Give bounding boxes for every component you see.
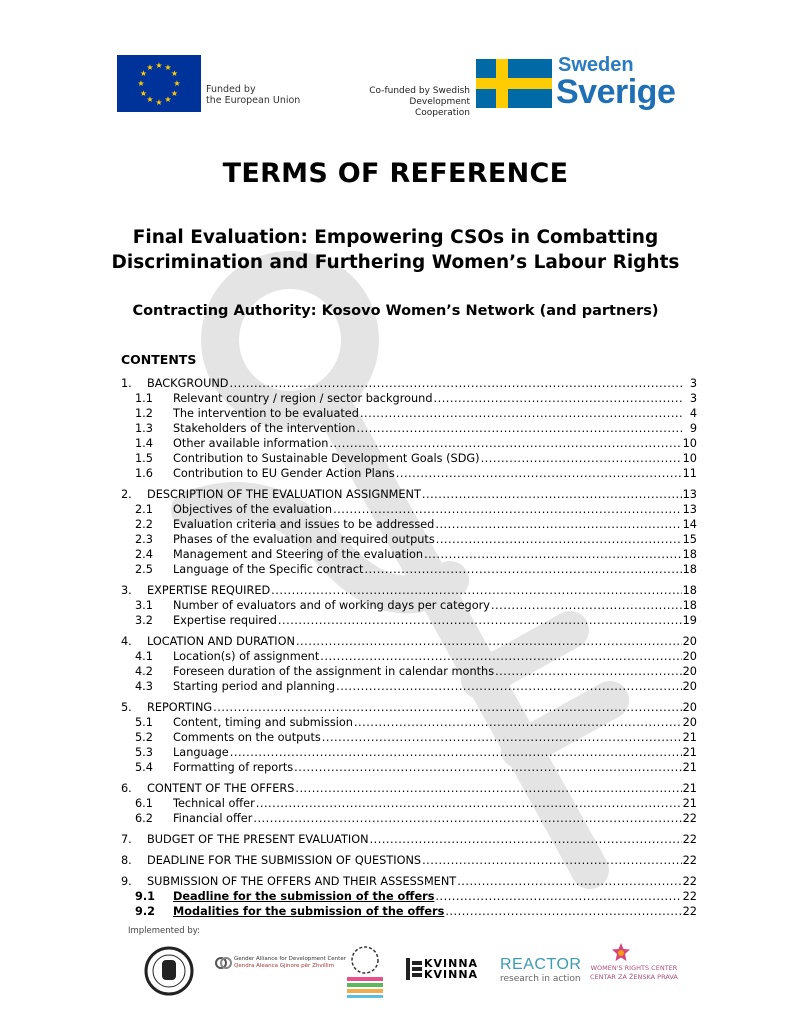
- toc-number: 1.4: [135, 437, 153, 450]
- toc-title: LOCATION AND DURATION: [147, 635, 295, 648]
- svg-text:★: ★: [146, 95, 154, 104]
- toc-number: 1.1: [135, 392, 153, 405]
- toc-page-number: 22: [682, 812, 697, 825]
- subtitle-line1: Final Evaluation: Empowering CSOs in Combatting: [132, 227, 659, 248]
- toc-leader-dots: [445, 904, 681, 919]
- eu-funding-line1: Funded by: [206, 84, 256, 95]
- toc-page-number: 22: [682, 905, 697, 918]
- toc-leader-dots: [271, 583, 681, 598]
- toc-title: REPORTING: [147, 701, 213, 714]
- toc-title: Financial offer: [173, 812, 253, 825]
- toc-page-number: 21: [682, 797, 697, 810]
- toc-entry[interactable]: [121, 451, 697, 466]
- toc-number: 8.: [121, 854, 132, 867]
- toc-page-number: 18: [682, 548, 697, 561]
- toc-entry[interactable]: [121, 487, 697, 502]
- toc-number: 9.2: [135, 905, 156, 918]
- toc-title: Phases of the evaluation and required outputs: [173, 533, 435, 546]
- svg-text:★: ★: [139, 89, 148, 98]
- toc-page-number: 9: [689, 422, 697, 435]
- svg-text:★: ★: [170, 89, 179, 98]
- toc-title: SUBMISSION OF THE OFFERS AND THEIR ASSESSMENT: [147, 875, 457, 888]
- toc-entry[interactable]: [121, 700, 697, 715]
- toc-leader-dots: [230, 745, 682, 760]
- eu-funding-line2: the European Union: [206, 95, 301, 106]
- toc-number: 2.: [121, 488, 132, 501]
- toc-page-number: 21: [682, 731, 697, 744]
- toc-number: 7.: [121, 833, 132, 846]
- svg-text:★: ★: [173, 79, 181, 88]
- toc-leader-dots: [336, 679, 682, 694]
- toc-number: 5.4: [135, 761, 153, 774]
- toc-number: 5.: [121, 701, 132, 714]
- womens-rights-star-icon: [610, 942, 632, 962]
- toc-entry[interactable]: [121, 583, 697, 598]
- toc-page-number: 20: [682, 635, 697, 648]
- toc-page-number: 10: [682, 437, 697, 450]
- toc-entry[interactable]: [121, 796, 697, 811]
- subtitle-line2: Discrimination and Furthering Women’s Labour Rights: [111, 252, 680, 273]
- toc-number: 5.1: [135, 716, 153, 729]
- toc-entry[interactable]: [121, 406, 697, 421]
- toc-title: Formatting of reports: [173, 761, 294, 774]
- toc-title: DESCRIPTION OF THE EVALUATION ASSIGNMENT: [147, 488, 421, 501]
- toc-entry[interactable]: [121, 904, 697, 919]
- toc-entry[interactable]: [121, 811, 697, 826]
- toc-entry[interactable]: [121, 679, 697, 694]
- document-title: TERMS OF REFERENCE: [222, 158, 569, 189]
- toc-leader-dots: [491, 598, 682, 613]
- toc-page-number: 20: [682, 650, 697, 663]
- toc-page-number: 20: [682, 665, 697, 678]
- toc-page-number: 21: [682, 746, 697, 759]
- toc-page-number: 21: [682, 782, 697, 795]
- toc-title: Technical offer: [173, 797, 255, 810]
- toc-leader-dots: [396, 466, 682, 481]
- toc-title: Management and Steering of the evaluation: [173, 548, 424, 561]
- toc-leader-dots: [333, 502, 682, 517]
- toc-number: 4.1: [135, 650, 153, 663]
- toc-leader-dots: [329, 436, 681, 451]
- partner-logos: [140, 942, 700, 1002]
- contracting-authority: Contracting Authority: Kosovo Women’s Network (and partners): [132, 303, 659, 319]
- kvinna-till-kvinna-logo: [406, 958, 478, 980]
- toc-number: 1.3: [135, 422, 153, 435]
- sweden-flag-icon: [476, 59, 552, 108]
- toc-leader-dots: [253, 811, 681, 826]
- toc-leader-dots: [354, 715, 682, 730]
- toc-entry[interactable]: [121, 745, 697, 760]
- svg-text:★: ★: [164, 95, 172, 104]
- toc-leader-dots: [435, 889, 681, 904]
- toc-title: The intervention to be evaluated: [173, 407, 359, 420]
- toc-entry[interactable]: [121, 376, 697, 391]
- toc-page-number: 21: [682, 761, 697, 774]
- sweden-funding-text: [358, 86, 470, 119]
- toc-entry[interactable]: [121, 760, 697, 775]
- toc-leader-dots: [435, 517, 681, 532]
- toc-entry[interactable]: [121, 466, 697, 481]
- svg-text:★: ★: [146, 63, 154, 72]
- toc-number: 3.: [121, 584, 132, 597]
- toc-entry[interactable]: [121, 715, 697, 730]
- toc-page-number: 13: [682, 503, 697, 516]
- toc-number: 6.1: [135, 797, 153, 810]
- womens-rights-name-local: CENTAR ZA ŽENSKA PRAVA: [590, 973, 678, 981]
- toc-number: 5.2: [135, 731, 153, 744]
- toc-entry[interactable]: [121, 532, 697, 547]
- toc-title: Language of the Specific contract: [173, 563, 364, 576]
- toc-title: BUDGET OF THE PRESENT EVALUATION: [147, 833, 369, 846]
- toc-leader-dots: [320, 649, 681, 664]
- toc-entry[interactable]: [121, 889, 697, 904]
- toc-title: EXPERTISE REQUIRED: [147, 584, 271, 597]
- reactor-tagline: research in action: [500, 974, 581, 984]
- toc-entry[interactable]: [121, 502, 697, 517]
- toc-leader-dots: [296, 634, 682, 649]
- toc-leader-dots: [230, 376, 683, 391]
- toc-title: DEADLINE FOR THE SUBMISSION OF QUESTIONS: [147, 854, 422, 867]
- toc-leader-dots: [422, 487, 682, 502]
- toc-number: 6.2: [135, 812, 153, 825]
- toc-title: Contribution to EU Gender Action Plans: [173, 467, 395, 480]
- toc-page-number: 18: [682, 584, 697, 597]
- toc-number: 2.2: [135, 518, 153, 531]
- toc-number: 2.1: [135, 503, 153, 516]
- gender-alliance-logo: [234, 956, 346, 970]
- kvinna-text-line1: KVINNA: [424, 957, 479, 970]
- toc-number: 4.: [121, 635, 132, 648]
- toc-page-number: 22: [682, 890, 697, 903]
- fist-circle-logo-icon: [144, 946, 194, 996]
- reactor-name: REACTOR: [500, 956, 582, 973]
- svg-text:★: ★: [170, 69, 179, 78]
- toc-number: 1.2: [135, 407, 153, 420]
- toc-leader-dots: [370, 832, 682, 847]
- toc-entry[interactable]: [121, 874, 697, 889]
- toc-entry[interactable]: [121, 436, 697, 451]
- sweden-logo-text: Sweden: [558, 54, 634, 76]
- toc-leader-dots: [434, 391, 682, 406]
- toc-number: 3.1: [135, 599, 153, 612]
- colorful-partner-logo-icon: [345, 944, 385, 1000]
- toc-title: Number of evaluators and of working days per category: [173, 599, 490, 612]
- toc-entry[interactable]: [121, 517, 697, 532]
- reactor-logo: [500, 956, 581, 984]
- toc-page-number: 20: [682, 680, 697, 693]
- toc-number: 4.3: [135, 680, 153, 693]
- toc-title: Content, timing and submission: [173, 716, 353, 729]
- gender-alliance-name-local: Qendra Aleanca Gjinore për Zhvillim: [234, 963, 335, 969]
- toc-number: 1.: [121, 377, 132, 390]
- toc-number: 2.5: [135, 563, 153, 576]
- toc-entry[interactable]: [121, 649, 697, 664]
- toc-page-number: 10: [682, 452, 697, 465]
- toc-title: Foreseen duration of the assignment in calendar months: [173, 665, 495, 678]
- toc-title: CONTENT OF THE OFFERS: [147, 782, 295, 795]
- toc-title: Stakeholders of the intervention: [173, 422, 356, 435]
- toc-title: Expertise required: [173, 614, 277, 627]
- toc-page-number: 3: [689, 392, 697, 405]
- toc-leader-dots: [295, 781, 681, 796]
- toc-number: 9.1: [135, 890, 156, 903]
- toc-leader-dots: [481, 451, 682, 466]
- toc-leader-dots: [356, 421, 682, 436]
- toc-title: Starting period and planning: [173, 680, 336, 693]
- toc-leader-dots: [256, 796, 682, 811]
- toc-leader-dots: [457, 874, 681, 889]
- svg-text:★: ★: [164, 63, 172, 72]
- toc-leader-dots: [495, 664, 682, 679]
- toc-page-number: 3: [689, 377, 697, 390]
- table-of-contents: [121, 376, 697, 919]
- toc-title: Modalities for the submission of the offers: [173, 905, 445, 918]
- toc-number: 5.3: [135, 746, 153, 759]
- toc-entry[interactable]: [121, 613, 697, 628]
- toc-number: 6.: [121, 782, 132, 795]
- kvinna-mark-icon: [406, 958, 422, 980]
- toc-leader-dots: [278, 613, 682, 628]
- toc-number: 1.6: [135, 467, 153, 480]
- toc-title: Deadline for the submission of the offers: [173, 890, 435, 903]
- toc-page-number: 14: [682, 518, 697, 531]
- toc-entry[interactable]: [121, 547, 697, 562]
- toc-title: Objectives of the evaluation: [173, 503, 333, 516]
- toc-entry[interactable]: [121, 562, 697, 577]
- toc-entry[interactable]: [121, 781, 697, 796]
- toc-number: 2.3: [135, 533, 153, 546]
- toc-number: 3.2: [135, 614, 153, 627]
- toc-entry[interactable]: [121, 391, 697, 406]
- sweden-funding-line1: Co-funded by Swedish: [369, 86, 470, 96]
- toc-leader-dots: [213, 700, 681, 715]
- toc-entry[interactable]: [121, 634, 697, 649]
- toc-page-number: 22: [682, 875, 697, 888]
- toc-title: BACKGROUND: [147, 377, 229, 390]
- toc-leader-dots: [424, 547, 682, 562]
- toc-page-number: 22: [682, 854, 697, 867]
- gender-alliance-name: Gender Alliance for Development Center: [234, 956, 346, 962]
- toc-page-number: 20: [682, 716, 697, 729]
- toc-title: Other available information: [173, 437, 329, 450]
- toc-entry[interactable]: [121, 421, 697, 436]
- sweden-funding-line2: Development Cooperation: [409, 97, 470, 118]
- toc-leader-dots: [364, 562, 681, 577]
- toc-entry[interactable]: [121, 664, 697, 679]
- toc-page-number: 18: [682, 599, 697, 612]
- funding-header: [0, 50, 791, 120]
- toc-title: Location(s) of assignment: [173, 650, 320, 663]
- toc-entry[interactable]: [121, 832, 697, 847]
- sverige-logo-text: Sverige: [556, 73, 676, 111]
- document-subtitle: [0, 225, 791, 275]
- toc-entry[interactable]: [121, 853, 697, 868]
- toc-number: 1.5: [135, 452, 153, 465]
- toc-number: 2.4: [135, 548, 153, 561]
- toc-title: Language: [173, 746, 229, 759]
- eu-flag-icon: [117, 55, 201, 112]
- toc-leader-dots: [436, 532, 682, 547]
- toc-page-number: 22: [682, 833, 697, 846]
- kvinna-text-line2: KVINNA: [424, 968, 479, 981]
- toc-entry[interactable]: [121, 730, 697, 745]
- toc-number: 9.: [121, 875, 132, 888]
- toc-page-number: 15: [682, 533, 697, 546]
- eu-funding-text: [206, 84, 300, 106]
- toc-page-number: 18: [682, 563, 697, 576]
- toc-title: Evaluation criteria and issues to be addressed: [173, 518, 435, 531]
- toc-page-number: 19: [682, 614, 697, 627]
- svg-text:★: ★: [155, 61, 163, 70]
- toc-page-number: 20: [682, 701, 697, 714]
- implemented-by-label: Implemented by:: [128, 926, 201, 936]
- toc-page-number: 13: [682, 488, 697, 501]
- toc-number: 4.2: [135, 665, 153, 678]
- toc-title: Relevant country / region / sector background: [173, 392, 433, 405]
- womens-rights-center-logo: [590, 964, 678, 982]
- toc-title: Comments on the outputs: [173, 731, 321, 744]
- womens-rights-name: WOMEN'S RIGHTS CENTER: [590, 964, 678, 972]
- toc-page-number: 11: [682, 467, 697, 480]
- toc-leader-dots: [422, 853, 682, 868]
- svg-text:★: ★: [139, 69, 148, 78]
- svg-text:★: ★: [137, 79, 145, 88]
- svg-text:★: ★: [155, 98, 163, 107]
- toc-leader-dots: [322, 730, 682, 745]
- toc-page-number: 4: [689, 407, 697, 420]
- contents-heading: CONTENTS: [121, 352, 197, 367]
- toc-leader-dots: [360, 406, 682, 421]
- gender-alliance-logo-icon: [214, 954, 232, 972]
- toc-entry[interactable]: [121, 598, 697, 613]
- toc-leader-dots: [294, 760, 681, 775]
- toc-title: Contribution to Sustainable Development Goals (SDG): [173, 452, 480, 465]
